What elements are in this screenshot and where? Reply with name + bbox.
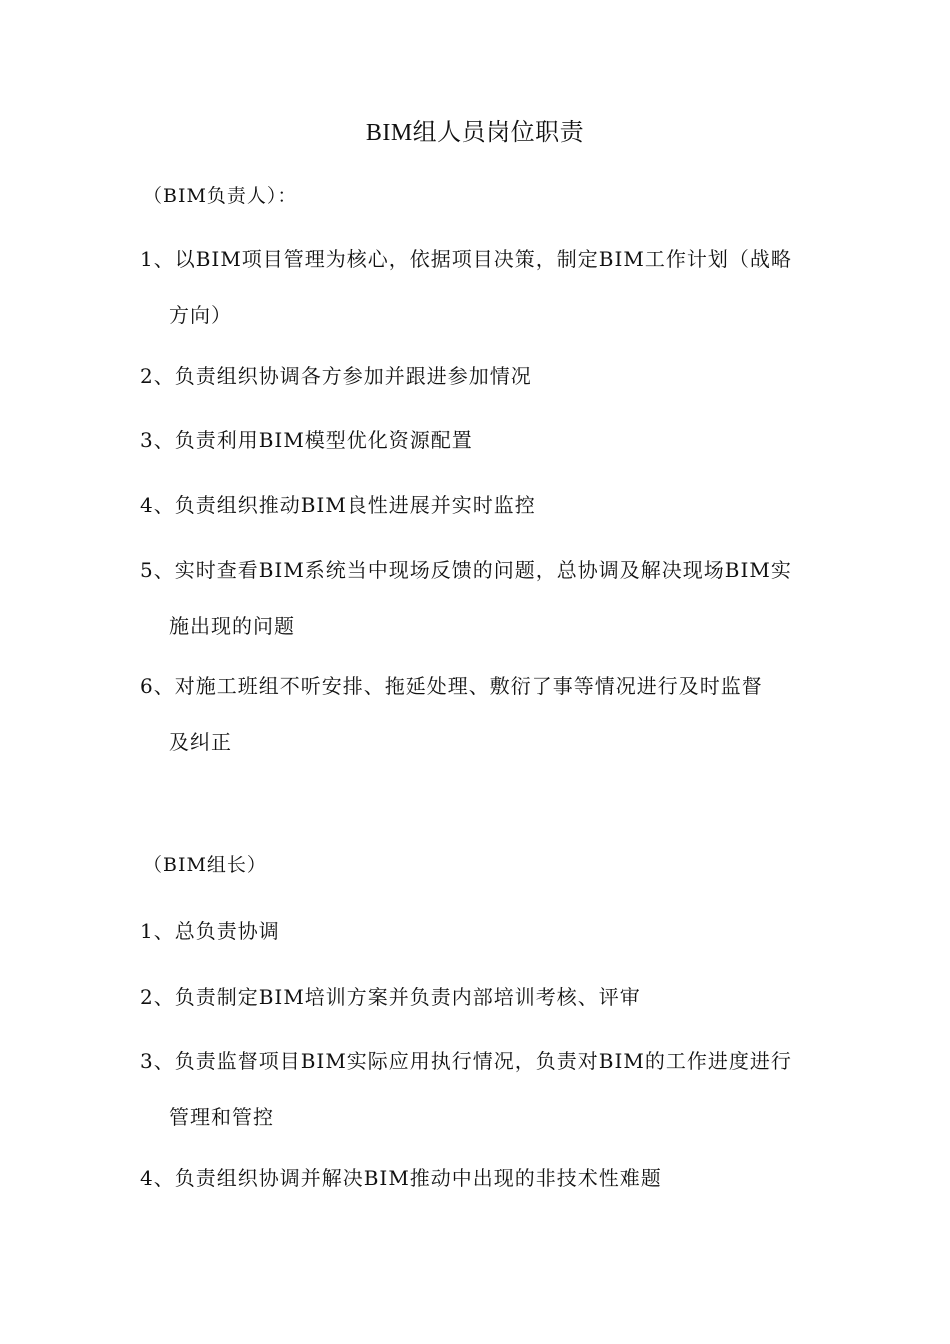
list-item: [140, 903, 830, 959]
list-item: [140, 1150, 830, 1206]
item-text-continued: 管理和管控: [169, 1105, 274, 1129]
item-number: 4、: [140, 1166, 175, 1190]
list-item: [140, 412, 830, 468]
list-item: [140, 542, 830, 654]
list-item: [140, 348, 830, 404]
list-item: [140, 477, 830, 533]
item-number: 5、: [140, 558, 175, 582]
item-number: 3、: [140, 1049, 175, 1073]
item-number: 6、: [140, 674, 175, 698]
item-text: 对施工班组不听安排、拖延处理、敷衍了事等情况进行及时监督: [174, 674, 763, 698]
item-text: 负责组织协调并解决BIM推动中出现的非技术性难题: [174, 1166, 662, 1190]
item-number: 4、: [140, 493, 175, 517]
item-text: 负责组织推动BIM良性进展并实时监控: [174, 493, 536, 517]
list-item: [140, 969, 830, 1025]
list-item: [140, 658, 830, 770]
item-number: 3、: [140, 428, 175, 452]
item-text: 负责组织协调各方参加并跟进参加情况: [174, 364, 532, 388]
item-text: 负责利用BIM模型优化资源配置: [174, 428, 473, 452]
item-text-continued: 方向）: [169, 303, 232, 327]
document-title: BIM组人员岗位职责: [365, 120, 585, 146]
item-text: 实时查看BIM系统当中现场反馈的问题，总协调及解决现场BIM实: [174, 558, 792, 582]
section-heading-bim-leader: （BIM负责人）：: [143, 185, 298, 207]
item-text: 负责制定BIM培训方案并负责内部培训考核、评审: [174, 985, 641, 1009]
item-text: 总负责协调: [174, 919, 280, 943]
item-text-continued: 施出现的问题: [169, 614, 295, 638]
item-number: 1、: [140, 247, 175, 271]
item-number: 2、: [140, 364, 175, 388]
item-text: 以BIM项目管理为核心，依据项目决策，制定BIM工作计划（战略: [174, 247, 792, 271]
item-number: 1、: [140, 919, 175, 943]
list-item: [140, 231, 830, 343]
item-text-continued: 及纠正: [169, 730, 232, 754]
section-heading-bim-team-leader: （BIM组长）: [143, 854, 267, 876]
item-number: 2、: [140, 985, 175, 1009]
item-text: 负责监督项目BIM实际应用执行情况，负责对BIM的工作进度进行: [174, 1049, 792, 1073]
list-item: [140, 1033, 830, 1145]
